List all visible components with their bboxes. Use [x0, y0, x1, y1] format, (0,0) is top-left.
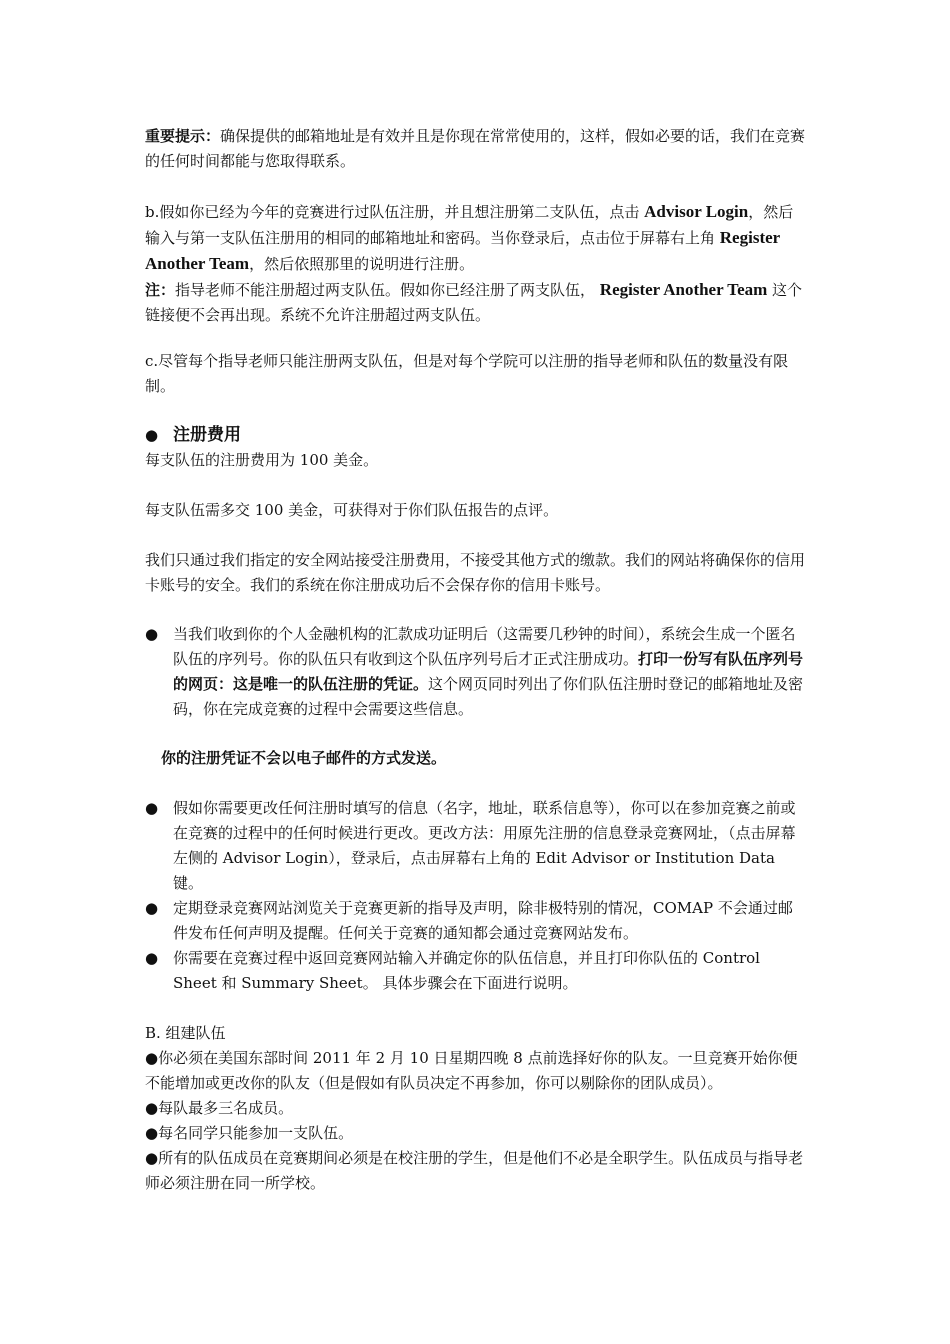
check-website-text: 定期登录竞赛网站浏览关于竞赛更新的指导及声明，除非极特别的情况，COMAP 不会通过邮件发布任何声明及提醒。任何关于竞赛的通知都会通过竞赛网站发布。: [173, 899, 793, 942]
fees-heading: [145, 423, 807, 448]
bullet-icon: ●: [145, 799, 159, 817]
second-team-text-1: b.假如你已经为今年的竞赛进行过队伍注册，并且想注册第二支队伍，点击: [145, 203, 645, 221]
fees-line-3: 我们只通过我们指定的安全网站接受注册费用，不接受其他方式的缴款。我们的网站将确保你的信用卡账号的安全。我们的系统在你注册成功后不会保存你的信用卡账号。: [145, 551, 806, 594]
section-b-title: B. 组建队伍: [145, 1024, 226, 1042]
section-b-item: ●你必须在美国东部时间 2011 年 2 月 10 日星期四晚 8 点前选择好你的队友。一旦竞赛开始你便不能增加或更改你的队友（但是假如有队员决定不再参加，你可以剔除你的团队成员）。: [145, 1049, 798, 1092]
fees-line-1: 每支队伍的注册费用为 100 美金。: [145, 451, 379, 469]
change-info-bullet: [145, 796, 807, 896]
email-notice: [161, 746, 823, 771]
note-text-2: 这个链接便不会再出现。系统不允许注册超过两支队伍。: [145, 281, 803, 324]
serial-number-bullet: [145, 622, 807, 722]
note-label: 注：: [145, 281, 176, 299]
control-sheet-bullet: [145, 946, 807, 996]
change-info-text: 假如你需要更改任何注册时填写的信息（名字，地址，联系信息等），你可以在参加竞赛之前或在竞赛的过程中的任何时候进行更改。更改方法：用原先注册的信息登录竞赛网址，（点击屏幕左侧的 Advisor Login），登录后，点击屏幕右上角的 Edit Advisor or Institution Data 键。: [173, 799, 796, 892]
bullet-icon: ●: [145, 625, 159, 643]
fees-heading-text: 注册费用: [173, 425, 241, 445]
advisor-login-term: Advisor Login: [644, 202, 749, 221]
fees-line-2: 每支队伍需多交 100 美金，可获得对于你们队伍报告的点评。: [145, 501, 559, 519]
control-sheet-text: 你需要在竞赛过程中返回竞赛网站输入并确定你的队伍信息，并且打印你队伍的 Control Sheet 和 Summary Sheet。 具体步骤会在下面进行说明。: [173, 949, 760, 992]
section-b-item: ●所有的队伍成员在竞赛期间必须是在校注册的学生，但是他们不必是全职学生。队伍成员与指导老师必须注册在同一所学校。: [145, 1149, 804, 1192]
fees-section: [145, 423, 807, 598]
bullet-icon: ●: [145, 426, 159, 444]
section-b: [145, 1021, 807, 1196]
advisor-limit-paragraph: [145, 349, 807, 399]
serial-text-2: 这个网页同时列出了你们队伍注册时登记的邮箱地址及密码，你在完成竞赛的过程中会需要这些信息。: [173, 675, 804, 718]
section-b-item: ●每队最多三名成员。: [145, 1099, 294, 1117]
important-label: 重要提示：: [145, 127, 221, 145]
register-another-team-term-2: Register Another Team: [599, 280, 768, 299]
second-team-paragraph: [145, 199, 807, 328]
second-team-text-3: ，然后依照那里的说明进行注册。: [249, 255, 475, 273]
check-website-bullet: [145, 896, 807, 946]
note-text-1: 指导老师不能注册超过两支队伍。假如你已经注册了两支队伍，: [175, 281, 600, 299]
bullet-icon: ●: [145, 949, 159, 967]
section-b-item: ●每名同学只能参加一支队伍。: [145, 1124, 354, 1142]
advisor-limit-text: c.尽管每个指导老师只能注册两支队伍，但是对每个学院可以注册的指导老师和队伍的数量没有限制。: [145, 352, 789, 395]
email-notice-text: 你的注册凭证不会以电子邮件的方式发送。: [161, 749, 447, 767]
serial-bold-text: 打印一份写有队伍序列号的网页：这是唯一的队伍注册的凭证。: [173, 650, 804, 693]
important-notice-paragraph: [145, 124, 807, 174]
bullet-icon: ●: [145, 899, 159, 917]
second-team-text-2: ，然后输入与第一支队伍注册用的相同的邮箱地址和密码。当你登录后，点击位于屏幕右上角: [145, 203, 794, 247]
register-another-team-term: Register Another Team: [145, 228, 780, 273]
important-text: 确保提供的邮箱地址是有效并且是你现在常常使用的，这样，假如必要的话，我们在竞赛的任何时间都能与您取得联系。: [145, 127, 806, 170]
serial-text-1: 当我们收到你的个人金融机构的汇款成功证明后（这需要几秒钟的时间），系统会生成一个匿名队伍的序列号。你的队伍只有收到这个队伍序列号后才正式注册成功。: [173, 625, 796, 668]
